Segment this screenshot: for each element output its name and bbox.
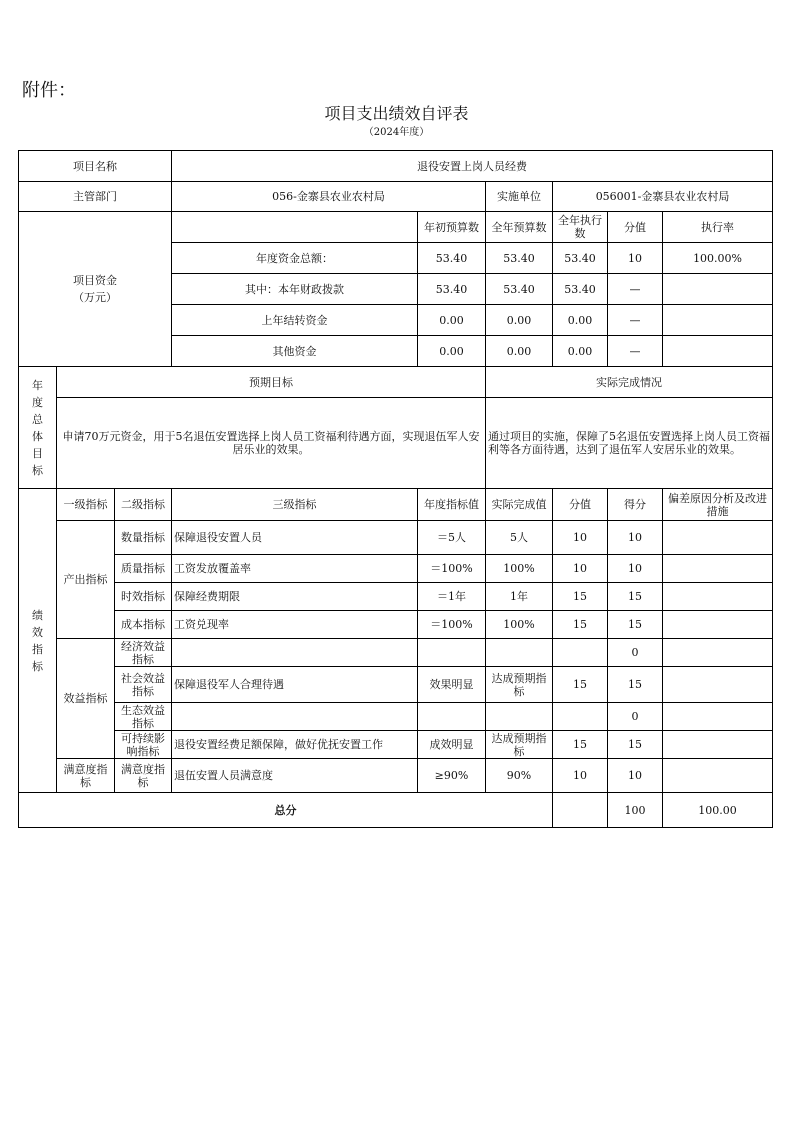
header-level1: 一级指标 (57, 489, 115, 521)
table-row (19, 759, 773, 793)
deviation-analysis (663, 703, 773, 731)
funds-initial: 0.00 (418, 305, 486, 336)
deviation-analysis (663, 667, 773, 703)
funds-header-annual: 全年预算数 (486, 212, 553, 243)
level3-indicator: 工资发放覆盖率 (172, 555, 418, 583)
dept-label: 主管部门 (19, 182, 172, 212)
table-row (19, 367, 773, 398)
table-row (19, 793, 773, 828)
score: 10 (608, 521, 663, 555)
funds-rate (663, 305, 773, 336)
project-name-label: 项目名称 (19, 151, 172, 182)
score: 10 (608, 555, 663, 583)
table-row (19, 611, 773, 639)
actual-value (486, 703, 553, 731)
score: 15 (608, 731, 663, 759)
funds-executed: 53.40 (553, 274, 608, 305)
funds-row-name: 年度资金总额： (172, 243, 418, 274)
deviation-analysis (663, 583, 773, 611)
score-value: 15 (553, 667, 608, 703)
funds-row-name: 其他资金 (172, 336, 418, 367)
table-row (19, 555, 773, 583)
score-value: 10 (553, 555, 608, 583)
target-value: 成效明显 (418, 731, 486, 759)
table-row (19, 151, 773, 182)
target-value (418, 639, 486, 667)
table-row (19, 182, 773, 212)
level2-indicator: 社会效益指标 (115, 667, 172, 703)
deviation-analysis (663, 639, 773, 667)
total-label: 总分 (19, 793, 553, 828)
funds-row-name: 上年结转资金 (172, 305, 418, 336)
level3-indicator: 保障退役安置人员 (172, 521, 418, 555)
score: 15 (608, 611, 663, 639)
actual-completion-text: 通过项目的实施，保障了5名退伍安置选择上岗人员工资福利等各方面待遇，达到了退伍军人安居乐业的效果。 (486, 398, 773, 489)
score: 15 (608, 583, 663, 611)
funds-initial: 53.40 (418, 243, 486, 274)
table-row (19, 703, 773, 731)
level3-indicator: 工资兑现率 (172, 611, 418, 639)
level3-indicator: 退伍安置人员满意度 (172, 759, 418, 793)
funds-score_value: 10 (608, 243, 663, 274)
deviation-analysis (663, 759, 773, 793)
funds-header-initial: 年初预算数 (418, 212, 486, 243)
funds-executed: 0.00 (553, 336, 608, 367)
funds-rate (663, 336, 773, 367)
funds-score_value: — (608, 305, 663, 336)
funds-initial: 0.00 (418, 336, 486, 367)
expected-goal-text: 申请70万元资金，用于5名退伍安置选择上岗人员工资福利待遇方面，实现退伍军人安居乐业的效果。 (57, 398, 486, 489)
header-actual: 实际完成值 (486, 489, 553, 521)
level2-indicator: 满意度指标 (115, 759, 172, 793)
score: 0 (608, 703, 663, 731)
score: 0 (608, 639, 663, 667)
actual-value: 5人 (486, 521, 553, 555)
funds-score_value: — (608, 274, 663, 305)
actual-value (486, 639, 553, 667)
actual-value: 100% (486, 555, 553, 583)
funds-rate (663, 274, 773, 305)
level3-indicator: 退役安置经费足额保障，做好优抚安置工作 (172, 731, 418, 759)
actual-value: 1年 (486, 583, 553, 611)
table-row (19, 639, 773, 667)
attachment-label: 附件： (22, 80, 76, 101)
funds-header-score_value: 分值 (608, 212, 663, 243)
table-row (19, 521, 773, 555)
project-name-value: 退役安置上岗人员经费 (172, 151, 773, 182)
level1-indicator: 效益指标 (57, 639, 115, 759)
header-level3: 三级指标 (172, 489, 418, 521)
table-row (19, 667, 773, 703)
level2-indicator: 经济效益指标 (115, 639, 172, 667)
target-value (418, 703, 486, 731)
deviation-analysis (663, 521, 773, 555)
score: 10 (608, 759, 663, 793)
funds-annual: 0.00 (486, 336, 553, 367)
table-row (19, 583, 773, 611)
level2-indicator: 时效指标 (115, 583, 172, 611)
level2-indicator: 生态效益指标 (115, 703, 172, 731)
funds-executed: 53.40 (553, 243, 608, 274)
target-value: ＝100% (418, 611, 486, 639)
table-row (19, 398, 773, 489)
table-row (19, 212, 773, 243)
expected-goal-header: 预期目标 (57, 367, 486, 398)
deviation-analysis (663, 731, 773, 759)
impl-label: 实施单位 (486, 182, 553, 212)
score-value: 15 (553, 583, 608, 611)
header-score: 得分 (608, 489, 663, 521)
score-value (553, 639, 608, 667)
target-value: ＝100% (418, 555, 486, 583)
level2-indicator: 质量指标 (115, 555, 172, 583)
funds-score_value: — (608, 336, 663, 367)
level3-indicator (172, 639, 418, 667)
target-value: ＝1年 (418, 583, 486, 611)
header-target: 年度指标值 (418, 489, 486, 521)
score-value: 10 (553, 759, 608, 793)
evaluation-table (18, 150, 773, 828)
actual-value: 100% (486, 611, 553, 639)
funds-annual: 53.40 (486, 243, 553, 274)
score-value: 15 (553, 611, 608, 639)
header-level2: 二级指标 (115, 489, 172, 521)
goals-label: 年 度 总 体 目 标 (19, 367, 57, 489)
total-score: 100.00 (663, 793, 773, 828)
actual-value: 达成预期指标 (486, 667, 553, 703)
actual-value: 达成预期指标 (486, 731, 553, 759)
impl-value: 056001-金寨县农业农村局 (553, 182, 773, 212)
year-label: （2024年度） (363, 127, 430, 138)
target-value: 效果明显 (418, 667, 486, 703)
score-value: 10 (553, 521, 608, 555)
funds-header-executed: 全年执行数 (553, 212, 608, 243)
funds-header-blank (172, 212, 418, 243)
page-title: 项目支出绩效自评表 (324, 104, 469, 123)
table-row (19, 489, 773, 521)
header-deviation: 偏差原因分析及改进措施 (663, 489, 773, 521)
deviation-analysis (663, 611, 773, 639)
funds-rate: 100.00% (663, 243, 773, 274)
total-actual (553, 793, 608, 828)
funds-initial: 53.40 (418, 274, 486, 305)
level3-indicator: 保障经费期限 (172, 583, 418, 611)
funds-executed: 0.00 (553, 305, 608, 336)
level3-indicator (172, 703, 418, 731)
actual-value: 90% (486, 759, 553, 793)
funds-label: 项目资金 （万元） (19, 212, 172, 367)
target-value: ≥90% (418, 759, 486, 793)
dept-value: 056-金寨县农业农村局 (172, 182, 486, 212)
funds-annual: 0.00 (486, 305, 553, 336)
header-score-value: 分值 (553, 489, 608, 521)
funds-header-rate: 执行率 (663, 212, 773, 243)
indicators-label: 绩 效 指 标 (19, 489, 57, 793)
table-row (19, 731, 773, 759)
score-value: 15 (553, 731, 608, 759)
actual-completion-header: 实际完成情况 (486, 367, 773, 398)
level3-indicator: 保障退役军人合理待遇 (172, 667, 418, 703)
level2-indicator: 数量指标 (115, 521, 172, 555)
target-value: ＝5人 (418, 521, 486, 555)
funds-annual: 53.40 (486, 274, 553, 305)
level2-indicator: 可持续影响指标 (115, 731, 172, 759)
level1-indicator: 产出指标 (57, 521, 115, 639)
score-value (553, 703, 608, 731)
deviation-analysis (663, 555, 773, 583)
level2-indicator: 成本指标 (115, 611, 172, 639)
funds-row-name: 其中：本年财政拨款 (172, 274, 418, 305)
total-score-value: 100 (608, 793, 663, 828)
score: 15 (608, 667, 663, 703)
level1-indicator: 满意度指标 (57, 759, 115, 793)
